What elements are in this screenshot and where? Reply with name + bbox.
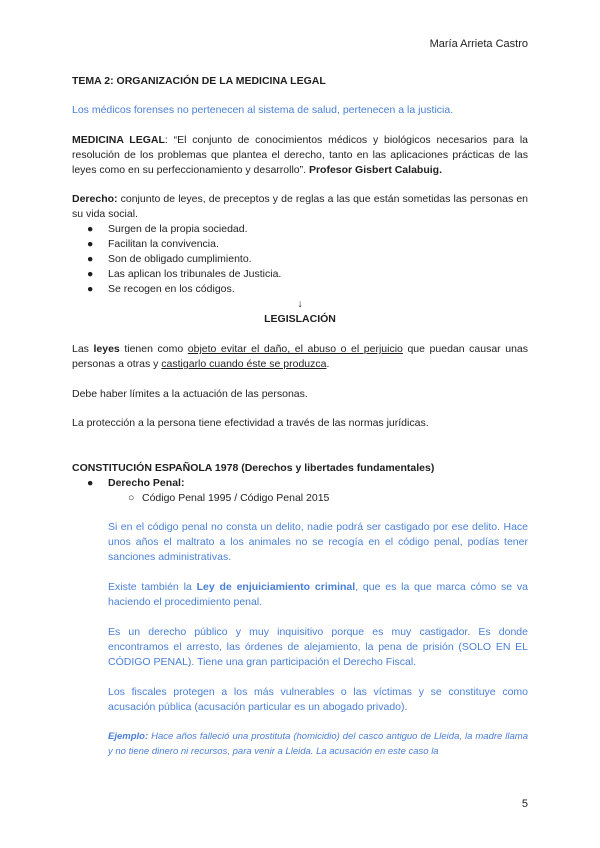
- down-arrow-icon: ↓: [297, 298, 303, 310]
- penal-paragraph-4: Los fiscales protegen a los más vulnerables o las víctimas y se constituye como acusación pública (acusación particular es un abogado privado).: [108, 686, 528, 713]
- list-item: ● Son de obligado cumplimiento.: [87, 253, 252, 265]
- legislacion-heading: LEGISLACIÓN: [264, 313, 336, 325]
- list-item: ● Surgen de la propia sociedad.: [87, 223, 248, 235]
- penal-paragraph-3: Es un derecho público y muy inquisitivo porque es muy castigador. Es donde encontramos el arresto, las órdenes de alejamiento, la pena de prisión (SOLO EN EL CÓDIGO PENAL). Tiene una gran participación el Derecho Fiscal.: [108, 626, 528, 668]
- derecho-term: Derecho:: [72, 193, 118, 205]
- leyes-paragraph: Las leyes tienen como objeto evitar el daño, el abuso o el perjuicio que puedan causar unas personas a otras y castigarlo cuando éste se produzca.: [72, 343, 528, 370]
- constitucion-heading: CONSTITUCIÓN ESPAÑOLA 1978 (Derechos y libertades fundamentales): [72, 462, 435, 474]
- penal-paragraph-2: Existe también la Ley de enjuiciamiento criminal, que es la que marca cómo se va haciendo el procedimiento penal.: [108, 581, 528, 608]
- penal-paragraph-1: Si en el código penal no consta un delito, nadie podrá ser castigado por ese delito. Hace unos años el maltrato a los animales no se recogía en el código penal, podías tener sanciones administrativas.: [108, 521, 528, 563]
- medicina-legal-term: MEDICINA LEGAL: [72, 134, 165, 146]
- codigo-penal-item: ○ Código Penal 1995 / Código Penal 2015: [128, 492, 330, 504]
- derecho-definition: [72, 192, 528, 222]
- list-item: ● Derecho Penal:: [87, 477, 185, 489]
- ejemplo-paragraph: Ejemplo: Hace años falleció una prostituta (homicidio) del casco antiguo de Lleida, la madre llama y no tiene dinero ni recursos, para venir a Lleida. La acusación en este caso la: [108, 731, 528, 757]
- medicina-legal-text: : “El conjunto de conocimientos médicos y biológicos necesarios para la resolución de los problemas que plantea el derecho, tanto en las aplicaciones prácticas de las leyes como en su perfeccionamiento y desarrollo”.: [72, 134, 528, 176]
- page-title: TEMA 2: ORGANIZACIÓN DE LA MEDICINA LEGAL: [72, 75, 326, 87]
- derecho-text: conjunto de leyes, de preceptos y de reglas a las que están sometidas las personas en su vida social.: [72, 193, 528, 220]
- list-item: ● Las aplican los tribunales de Justicia.: [87, 268, 282, 280]
- limites-paragraph: Debe haber límites a la actuación de las personas.: [72, 388, 308, 400]
- medicina-legal-author: Profesor Gisbert Calabuig.: [308, 164, 442, 176]
- proteccion-paragraph: La protección a la persona tiene efectividad a través de las normas jurídicas.: [72, 417, 429, 429]
- medicina-legal-definition: [72, 133, 528, 178]
- derecho-penal-list: [72, 476, 528, 491]
- page-number: 5: [521, 798, 528, 810]
- list-item: ● Se recogen en los códigos.: [87, 283, 235, 295]
- header-author: María Arrieta Castro: [429, 38, 528, 50]
- derecho-list: [72, 222, 528, 297]
- note-forenses: Los médicos forenses no pertenecen al sistema de salud, pertenecen a la justicia.: [72, 104, 454, 116]
- list-item: ● Facilitan la convivencia.: [87, 238, 219, 250]
